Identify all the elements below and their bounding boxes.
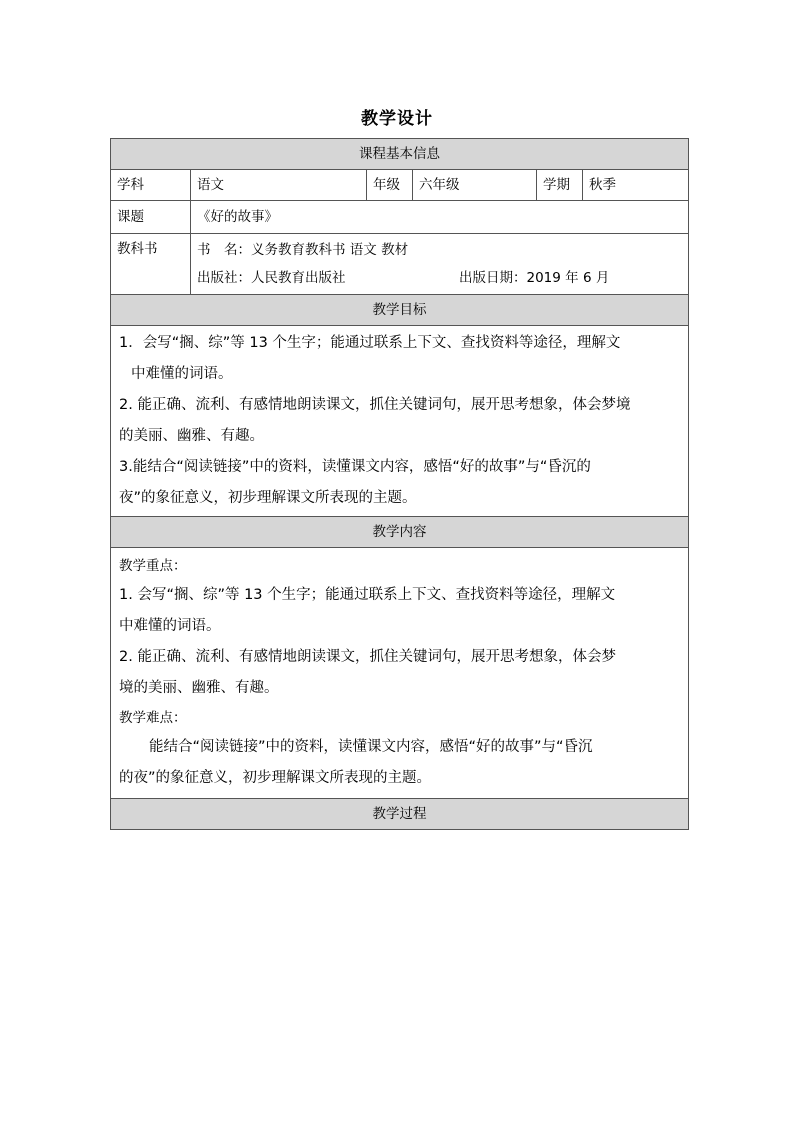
book-name-line: 书 名：义务教育教科书 语文 教材 (197, 242, 409, 258)
content-body (111, 548, 689, 799)
key-point-1-line-2: 中难懂的词语。 (119, 618, 221, 634)
objective-3 (119, 452, 682, 514)
objective-2-line-1: 2. 能正确、流利、有感情地朗读课文，抓住关键词句，展开思考想象，体会梦境 (119, 397, 631, 413)
difficulty-1 (119, 732, 682, 794)
objective-2-line-2: 的美丽、幽雅、有趣。 (119, 428, 264, 444)
lesson-value: 《好的故事》 (191, 201, 689, 234)
publisher: 出版社：人民教育出版社 (197, 270, 346, 286)
key-points-label: 教学重点： (119, 558, 187, 574)
term-value: 秋季 (583, 170, 689, 201)
objectives-body (111, 326, 689, 517)
section-header-content: 教学内容 (111, 517, 689, 548)
difficulty-line-1: 能结合“阅读链接”中的资料，读懂课文内容，感悟“好的故事”与“昏沉 (149, 739, 593, 755)
subject-value: 语文 (191, 170, 367, 201)
section-header-objectives: 教学目标 (111, 295, 689, 326)
section-header-process: 教学过程 (111, 799, 689, 830)
publish-date: 出版日期：2019 年 6 月 (459, 270, 610, 286)
objective-3-line-1: 3.能结合“阅读链接”中的资料，读懂课文内容，感悟“好的故事”与“昏沉的 (119, 459, 591, 475)
objective-1-line-1: 1．会写“搁、综”等 13 个生字；能通过联系上下文、查找资料等途径，理解文 (119, 335, 621, 351)
objective-2 (119, 390, 682, 452)
textbook-label: 教科书 (111, 234, 191, 295)
key-point-2-line-2: 境的美丽、幽雅、有趣。 (119, 680, 279, 696)
key-point-2-line-1: 2. 能正确、流利、有感情地朗读课文，抓住关键词句，展开思考想象，体会梦 (119, 649, 616, 665)
grade-value: 六年级 (413, 170, 537, 201)
difficulties-label: 教学难点： (119, 710, 187, 726)
key-point-2 (119, 642, 682, 704)
objective-1-line-2: 中难懂的词语。 (131, 366, 233, 382)
grade-label: 年级 (367, 170, 413, 201)
textbook-info (191, 234, 689, 295)
document-title: 教学设计 (361, 109, 433, 129)
objective-1 (119, 328, 682, 390)
key-point-1-line-1: 1. 会写“搁、综”等 13 个生字；能通过联系上下文、查找资料等途径，理解文 (119, 587, 616, 603)
subject-label: 学科 (111, 170, 191, 201)
lesson-label: 课题 (111, 201, 191, 234)
key-point-1 (119, 580, 682, 642)
lesson-plan-table (110, 138, 689, 830)
objective-3-line-2: 夜”的象征意义，初步理解课文所表现的主题。 (119, 490, 417, 506)
publisher-line (197, 264, 682, 292)
term-label: 学期 (537, 170, 583, 201)
section-header-basic-info: 课程基本信息 (111, 139, 689, 170)
difficulty-line-2: 的夜”的象征意义，初步理解课文所表现的主题。 (119, 770, 432, 786)
